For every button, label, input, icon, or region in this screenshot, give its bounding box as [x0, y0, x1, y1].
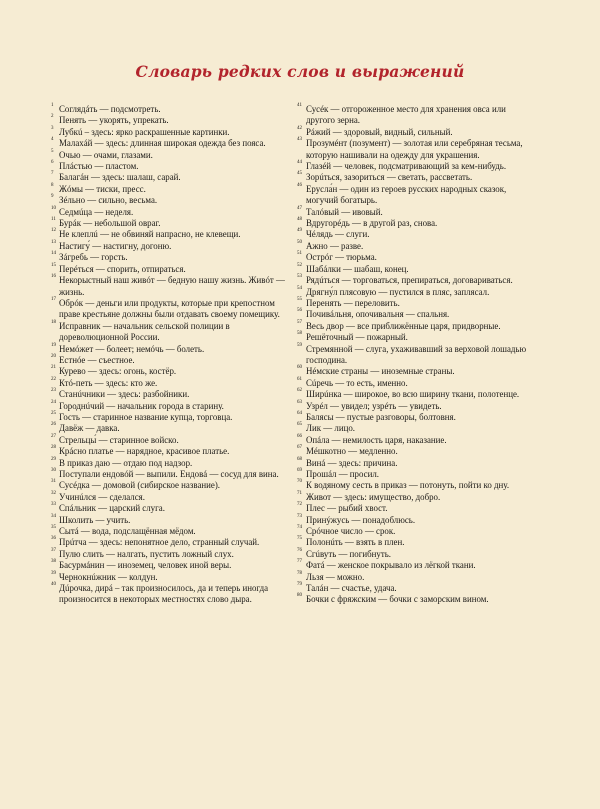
glossary-entry — [299, 549, 537, 560]
entry-number: 24 — [51, 399, 56, 405]
entry-text: Жóмы — тиски, пресс. — [59, 183, 146, 194]
glossary-entry — [52, 560, 292, 571]
entry-text: Школить — учить. — [59, 514, 131, 525]
entry-number: 47 — [297, 205, 302, 211]
entry-text: Не клеплú — не обвиняй напрасно, не клевещи. — [59, 229, 241, 240]
entry-text: Фатá — женское покрывало из лёгкой ткани. — [306, 560, 476, 571]
entry-text: Зéльно — сильно, весьма. — [59, 195, 158, 206]
entry-text: Ктó-петь — здесь: кто же. — [59, 377, 158, 388]
glossary-entry — [52, 127, 292, 138]
entry-text: Курево — здесь: огонь, костёр. — [59, 366, 177, 377]
glossary-entry — [299, 127, 537, 138]
entry-text: Плес — рыбий хвост. — [306, 503, 388, 514]
entry-text: Естнóе — съестное. — [59, 354, 135, 365]
glossary-entry — [299, 344, 537, 367]
entry-number: 54 — [297, 285, 302, 291]
entry-text: Лик — лицо. — [306, 423, 355, 434]
entry-text: Глазéй — человек, подсматривающий за кем-нибудь. — [306, 161, 507, 172]
glossary-entry — [299, 378, 537, 389]
glossary-entry — [299, 332, 537, 343]
entry-text: Сусéк — отгороженное место для хранения овса или другого зерна. — [306, 104, 506, 126]
entry-number: 8 — [51, 182, 54, 188]
entry-number: 44 — [297, 160, 302, 166]
glossary-entry — [299, 480, 537, 491]
glossary-entry — [299, 252, 537, 263]
entry-text: Шабáлки — шабаш, конец. — [306, 263, 409, 274]
entry-number: 34 — [51, 513, 56, 519]
glossary-entry — [52, 241, 292, 252]
entry-text: Дрягну́л плясовую — пустился в пляс, заплясал. — [306, 286, 490, 297]
entry-number: 30 — [51, 468, 56, 473]
entry-text: Перенять — переловить. — [306, 297, 400, 308]
entry-text: Прошáл — просил. — [306, 469, 379, 479]
entry-number: 52 — [297, 262, 302, 268]
glossary-entry — [299, 537, 537, 548]
glossary-column-right — [299, 104, 537, 606]
entry-number: 35 — [51, 525, 56, 531]
glossary-entry — [52, 321, 292, 344]
entry-number: 73 — [297, 513, 302, 519]
entry-text: Срóчное число — срок. — [306, 526, 396, 537]
entry-text: Винá — здесь: причина. — [306, 457, 398, 468]
entry-number: 62 — [297, 388, 302, 394]
entry-number: 75 — [297, 536, 302, 542]
glossary-entry — [52, 412, 292, 423]
entry-number: 26 — [51, 422, 56, 428]
glossary-entry — [52, 218, 292, 229]
entry-text: Нéмские страны — иноземные страны. — [306, 366, 455, 377]
entry-number: 38 — [51, 559, 56, 565]
glossary-entry — [52, 172, 292, 183]
glossary-entry — [299, 389, 537, 400]
entry-number: 37 — [51, 547, 56, 553]
entry-text: Поступали ендовóй — выпили. Ендовá — сосуд для вина. — [59, 469, 279, 479]
entry-number: 61 — [297, 376, 302, 382]
entry-text: Вдругорéдь — в другой раз, снова. — [306, 218, 438, 229]
entry-text: Настигу́ — настигну, догоню. — [59, 240, 172, 251]
glossary-entry — [299, 161, 537, 172]
glossary-entry — [52, 355, 292, 366]
entry-text: Стрельцы́ — старинное войско. — [59, 434, 179, 445]
entry-text: Бочки с фряжским — бочки с заморским вином. — [306, 594, 489, 605]
glossary-entry — [299, 446, 537, 457]
glossary-entry — [52, 184, 292, 195]
glossary-entry — [52, 264, 292, 275]
entry-text: Немóжет — болеет; немóчь — болеть. — [59, 343, 205, 354]
entry-text: Весь двор — все приближённые царя, придворные. — [306, 320, 501, 331]
glossary-entry — [52, 583, 292, 606]
entry-number: 1 — [51, 103, 54, 108]
entry-number: 64 — [297, 410, 302, 416]
entry-number: 71 — [297, 490, 302, 496]
glossary-entry — [299, 572, 537, 583]
entry-number: 14 — [51, 251, 56, 257]
entry-number: 78 — [297, 570, 302, 576]
entry-text: Спáльник — царский слуга. — [59, 503, 165, 514]
glossary-entry — [299, 412, 537, 423]
entry-text: К водяному сесть в приказ — потонуть, пойти ко дну. — [306, 480, 510, 491]
entry-text: Ерусла́н — один из героев русских народных сказок, могучий богатырь. — [306, 183, 507, 206]
entry-text: Почивáльня, опочивальня — спальня. — [306, 309, 450, 320]
entry-text: Полонúть — взять в плен. — [306, 537, 405, 548]
entry-number: 67 — [297, 445, 302, 451]
entry-number: 51 — [297, 251, 302, 257]
entry-text: Исправник — начальник сельской полиции в дореволюционной России. — [59, 320, 230, 343]
entry-text: Льзя — можно. — [306, 571, 365, 582]
entry-number: 45 — [297, 171, 302, 177]
entry-text: Прúтча — здесь: непонятное дело, странный случай. — [59, 537, 260, 548]
entry-text: Станúчники — здесь: разбойники. — [59, 389, 190, 400]
entry-text: Басурмáнин — иноземец, человек иной веры. — [59, 560, 232, 571]
glossary-entry — [52, 207, 292, 218]
entry-text: Талáн — счастье, удача. — [306, 583, 397, 594]
entry-text: Сúречь — то есть, именно. — [306, 377, 408, 388]
entry-number: 17 — [51, 296, 56, 302]
glossary-entry — [299, 560, 537, 571]
entry-number: 79 — [297, 582, 302, 588]
entry-number: 55 — [297, 296, 302, 302]
glossary-entry — [299, 321, 537, 332]
glossary-entry — [299, 366, 537, 377]
glossary-entry — [299, 583, 537, 594]
entry-number: 19 — [51, 342, 56, 348]
glossary-entry — [299, 241, 537, 252]
entry-text: Чéлядь — слуги. — [306, 229, 370, 240]
entry-text: Сгúвуть — погибнуть. — [306, 548, 391, 559]
entry-text: Некорыстный наш живóт — бедную нашу жизнь. Живóт — жизнь. — [59, 275, 285, 297]
entry-number: 43 — [297, 137, 302, 143]
entry-number: 6 — [51, 160, 54, 166]
entry-number: 11 — [51, 217, 56, 223]
entry-number: 5 — [51, 148, 54, 154]
glossary-entry — [299, 172, 537, 183]
entry-number: 27 — [51, 433, 56, 439]
glossary-entry — [52, 469, 292, 480]
entry-number: 32 — [51, 490, 56, 496]
glossary-entry — [299, 515, 537, 526]
glossary-entry — [299, 309, 537, 320]
entry-number: 40 — [51, 582, 56, 588]
entry-text: Седмúца — неделя. — [59, 206, 134, 217]
entry-text: Решёточный — пожарный. — [306, 332, 408, 343]
entry-number: 42 — [297, 125, 302, 131]
glossary-entry — [299, 207, 537, 218]
entry-number: 10 — [51, 205, 56, 211]
entry-number: 57 — [297, 319, 302, 325]
entry-number: 49 — [297, 228, 302, 234]
entry-number: 7 — [51, 171, 54, 177]
entry-text: Малахáй — здесь: длинная широкая одежда без пояса. — [59, 138, 266, 149]
entry-text: Зорúться, зазориться — светать, рассветать. — [306, 172, 473, 183]
glossary-entry — [52, 275, 292, 298]
glossary-column-left — [52, 104, 292, 606]
glossary-entry — [299, 138, 537, 161]
entry-number: 4 — [51, 137, 54, 143]
entry-text: Пенять — укорять, упрекать. — [59, 115, 169, 126]
glossary-entry — [52, 229, 292, 240]
entry-number: 60 — [297, 365, 302, 371]
glossary-entry — [299, 401, 537, 412]
glossary-entry — [52, 389, 292, 400]
glossary-entry — [52, 446, 292, 457]
entry-text: Балагáн — здесь: шалаш, сарай. — [59, 172, 181, 183]
glossary-entry — [299, 435, 537, 446]
glossary-entry — [52, 435, 292, 446]
entry-number: 31 — [51, 479, 56, 485]
entry-text: Сытá — вода, подслащённая мёдом. — [59, 526, 196, 537]
entry-number: 41 — [297, 103, 302, 108]
entry-number: 59 — [297, 342, 302, 348]
entry-text: Крáсно платье — нарядное, красивое платье. — [59, 446, 230, 457]
entry-number: 68 — [297, 456, 302, 462]
glossary-entry — [299, 287, 537, 298]
glossary-entry — [52, 366, 292, 377]
glossary-entry — [299, 423, 537, 434]
glossary-entry — [52, 161, 292, 172]
glossary-entry — [52, 195, 292, 206]
entry-text: Дúрочка, дирá – так произносилось, да и теперь иногда произносится в некоторых местностях слово дыра. — [59, 583, 269, 605]
glossary-entry — [299, 218, 537, 229]
glossary-entry — [52, 115, 292, 126]
glossary-entry — [299, 264, 537, 275]
glossary-entry — [299, 298, 537, 309]
glossary-entry — [52, 401, 292, 412]
glossary-entry — [52, 503, 292, 514]
glossary-entry — [52, 423, 292, 434]
entry-text: Узрéл — увидел; узрéть — увидеть. — [306, 400, 442, 411]
glossary-entry — [52, 138, 292, 149]
entry-text: Балясы — пустые разговоры, болтовня. — [306, 411, 456, 422]
entry-number: 36 — [51, 536, 56, 542]
entry-text: Очью — очами, глазами. — [59, 149, 153, 160]
entry-text: Острóг — тюрьма. — [306, 252, 377, 263]
glossary-entry — [52, 526, 292, 537]
entry-text: Опáла — немилость царя, наказание. — [306, 434, 447, 445]
entry-text: Принýжусь — понадоблюсь. — [306, 514, 416, 525]
glossary-entry — [299, 229, 537, 240]
entry-text: Рядúться — торговаться, препираться, договариваться. — [306, 275, 513, 286]
entry-text: В приказ даю — отдаю под надзор. — [59, 457, 193, 468]
glossary-entry — [52, 537, 292, 548]
entry-number: 12 — [51, 228, 56, 234]
page-title: Словарь редких слов и выражений — [135, 62, 465, 81]
entry-text: Соглядáть — подсмотреть. — [59, 104, 161, 114]
entry-text: Обрóк — деньги или продукты, которые при крепостном праве крестьяне должны были отдавать своему помещику. — [59, 297, 280, 320]
glossary-entry — [299, 104, 537, 127]
entry-number: 50 — [297, 239, 302, 245]
glossary-entry — [299, 275, 537, 286]
glossary-entry — [52, 549, 292, 560]
entry-text: Чернокнúжник — колдун. — [59, 571, 158, 582]
entry-number: 65 — [297, 422, 302, 428]
entry-text: Живот — здесь: имущество, добро. — [306, 491, 441, 502]
entry-number: 63 — [297, 399, 302, 405]
entry-text: Мéшкотно — медленно. — [306, 446, 398, 457]
glossary-entry — [52, 458, 292, 469]
entry-number: 48 — [297, 217, 302, 223]
entry-number: 29 — [51, 456, 56, 462]
entry-number: 46 — [297, 182, 302, 188]
glossary-entry — [299, 184, 537, 207]
entry-number: 22 — [51, 376, 56, 382]
entry-number: 28 — [51, 445, 56, 451]
entry-number: 20 — [51, 353, 56, 359]
entry-number: 66 — [297, 433, 302, 439]
entry-number: 76 — [297, 547, 302, 553]
glossary-entry — [299, 526, 537, 537]
glossary-entry — [52, 298, 292, 321]
entry-text: Прозумéнт (позумент) — золотая или серебряная тесьма, которую нашивали на одежду для украшения. — [306, 138, 523, 160]
glossary-entry — [52, 252, 292, 263]
entry-number: 13 — [51, 239, 56, 245]
entry-number: 18 — [51, 319, 56, 325]
entry-number: 33 — [51, 502, 56, 508]
entry-text: Перéться — спорить, отпираться. — [59, 263, 186, 274]
entry-text: Талóвый — ивовый. — [306, 206, 383, 217]
entry-text: Стремянной — слуга, ухаживавший за верховой лошадью господина. — [306, 343, 527, 365]
entry-text: Пулю слить — налгать, пустить ложный слух. — [59, 548, 234, 559]
entry-number: 58 — [297, 331, 302, 337]
glossary-entry — [299, 594, 537, 605]
entry-number: 9 — [51, 194, 54, 200]
glossary-entry — [52, 492, 292, 503]
entry-number: 56 — [297, 308, 302, 314]
entry-text: Ширúнка — широкое, во всю ширину ткани, полотенце. — [306, 389, 520, 400]
entry-text: Бурáк — небольшой овраг. — [59, 218, 161, 229]
glossary-entry — [52, 515, 292, 526]
entry-text: Зáгребь — горсть. — [59, 252, 128, 263]
entry-text: Лубкú – здесь: ярко раскрашенные картинки. — [59, 126, 230, 137]
entry-number: 77 — [297, 559, 302, 565]
glossary-entry — [299, 503, 537, 514]
glossary-entry — [52, 150, 292, 161]
entry-text: Рáжий — здоровый, видный, сильный. — [306, 126, 453, 137]
entry-text: Ажно — разве. — [306, 240, 364, 251]
entry-number: 72 — [297, 502, 302, 508]
entry-number: 23 — [51, 388, 56, 394]
glossary-entry — [52, 104, 292, 115]
entry-number: 70 — [297, 479, 302, 485]
entry-number: 53 — [297, 274, 302, 280]
glossary-entry — [299, 469, 537, 480]
entry-text: Учинúлся — сделался. — [59, 491, 145, 502]
glossary-entry — [52, 378, 292, 389]
entry-text: Плáстью — пластом. — [59, 161, 139, 172]
entry-number: 21 — [51, 365, 56, 371]
entry-text: Гость — старинное название купца, торговца. — [59, 411, 233, 422]
entry-text: Сусéдка — домовой (сибирское название). — [59, 480, 221, 491]
entry-number: 74 — [297, 525, 302, 531]
glossary-entry — [299, 492, 537, 503]
entry-number: 80 — [297, 593, 302, 599]
entry-number: 15 — [51, 262, 56, 268]
entry-number: 3 — [51, 125, 54, 131]
glossary-entry — [299, 458, 537, 469]
glossary-entry — [52, 572, 292, 583]
entry-text: Давёж — давка. — [59, 423, 120, 434]
entry-number: 69 — [297, 468, 302, 473]
glossary-entry — [52, 344, 292, 355]
entry-number: 39 — [51, 570, 56, 576]
glossary-entry — [52, 480, 292, 491]
entry-number: 2 — [51, 114, 54, 120]
entry-number: 16 — [51, 274, 56, 280]
entry-number: 25 — [51, 410, 56, 416]
entry-text: Городнúчий — начальник города в старину. — [59, 400, 224, 411]
